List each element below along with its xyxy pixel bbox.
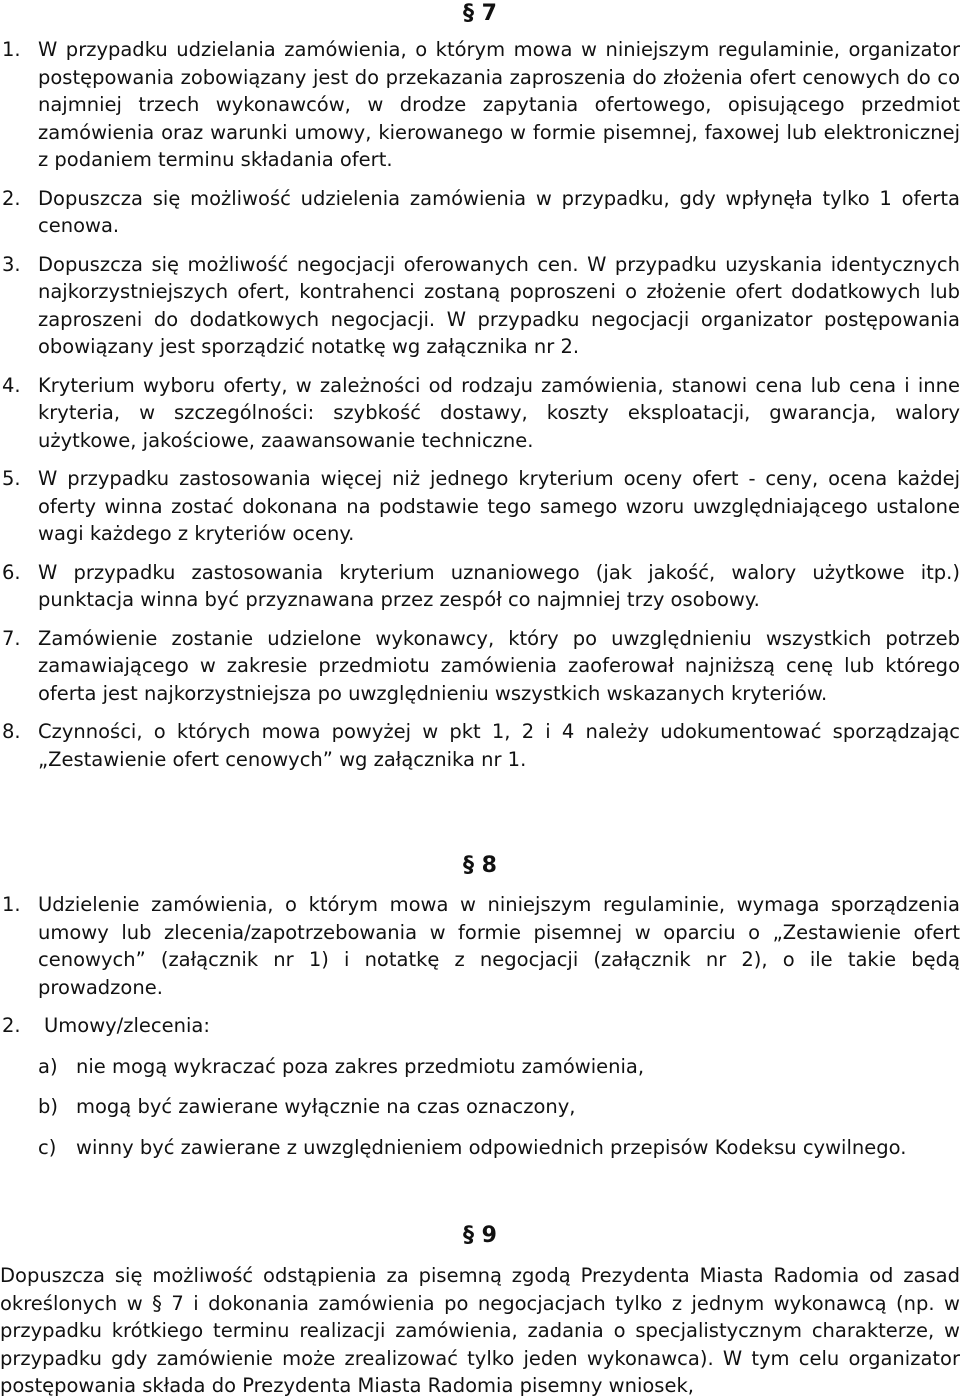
item-number: 3. (2, 252, 21, 276)
section-8-item-1 (0, 891, 960, 1001)
subitem-text: mogą być zawierane wyłącznie na czas oznaczony, (76, 1095, 576, 1118)
item-number: 4. (2, 373, 21, 397)
section-8-subitem-b (0, 1093, 960, 1121)
item-text: W przypadku zastosowania kryterium uznaniowego (jak jakość, walory użytkowe itp.) punktacja winna być przyznawana przez zespół co najmniej trzy osobowy. (38, 560, 960, 611)
section-7-list (0, 36, 960, 784)
section-8-subitem-a (0, 1053, 960, 1081)
item-number: 5. (2, 467, 21, 490)
section-8-heading: § 8 (463, 853, 497, 878)
item-text: Zamówienie zostanie udzielone wykonawcy, który po uwzględnieniu wszystkich potrzeb zamawiającego w zakresie przedmiotu zamówienia zaoferował najniższą cenę lub którego oferta jest najkorzystniejsza po uwzględnieniu wszystkich wskazanych kryteriów. (38, 626, 960, 705)
subitem-text: nie mogą wykraczać poza zakres przedmiotu zamówienia, (76, 1054, 645, 1078)
section-8-item-2 (0, 1012, 960, 1040)
item-number: 7. (2, 626, 21, 650)
section-9-heading: § 9 (463, 1223, 497, 1248)
section-7-item-6 (0, 559, 960, 614)
section-7-item-4 (0, 372, 960, 455)
item-text: Dopuszcza się możliwość negocjacji oferowanych cen. W przypadku uzyskania identycznych najkorzystniejszych ofert, kontrahenci zostaną poproszeni o złożenie ofert dodatkowych lub zaproszeni do dodatkowych negocjacji. W przypadku negocjacji organizator postępowania obowiązany jest sporządzić notatkę wg załącznika nr 2. (38, 252, 960, 358)
subitem-letter: c) (38, 1135, 57, 1159)
item-text: Kryterium wyboru oferty, w zależności od rodzaju zamówienia, stanowi cena lub cena i inne kryteria, w szczególności: szybkość dostawy, koszty eksploatacji, gwarancja, walory użytkowe, jakościowe, zaawansowanie techniczne. (38, 373, 960, 452)
item-number: 2. (2, 1014, 21, 1037)
section-7-item-1 (0, 36, 960, 174)
section-8-subitem-c (0, 1134, 960, 1162)
section-8-list (0, 891, 960, 1161)
section-7-item-7 (0, 625, 960, 708)
section-7-heading: § 7 (463, 1, 497, 26)
section-9-paragraph: Dopuszcza się możliwość odstąpienia za pisemną zgodą Prezydenta Miasta Radomia od zasad określonych w § 7 i dokonania zamówienia po negocjacjach tylko z jednym wykonawcą (np. w przypadku krótkiego terminu realizacji zamówienia, zadania o specjalistycznym charakterze, w przypadku gdy zamówienie może zrealizować tylko jeden wykonawca). W tym celu organizator postępowania składa do Prezydenta Miasta Radomia pisemny wniosek, (0, 1264, 960, 1397)
item-text: W przypadku zastosowania więcej niż jednego kryterium oceny ofert - ceny, ocena każdej oferty winna zostać dokonana na podstawie tego samego wzoru uwzględniającego ustalone wagi każdego z kryteriów oceny. (38, 467, 960, 545)
item-number: 6. (2, 560, 21, 584)
section-7-item-3 (0, 251, 960, 361)
section-7-item-8 (0, 718, 960, 773)
item-number: 1. (2, 893, 21, 916)
item-number: 1. (2, 38, 21, 61)
item-text: Czynności, o których mowa powyżej w pkt 1, 2 i 4 należy udokumentować sporządzając „Zestawienie ofert cenowych” wg załącznika nr 1. (38, 720, 960, 771)
subitem-letter: b) (38, 1095, 58, 1118)
subitem-text: winny być zawierane z uwzględnieniem odpowiednich przepisów Kodeksu cywilnego. (76, 1135, 907, 1159)
item-text: Dopuszcza się możliwość udzielenia zamówienia w przypadku, gdy wpłynęła tylko 1 oferta cenowa. (38, 186, 960, 237)
item-number: 2. (2, 186, 21, 210)
item-text: W przypadku udzielania zamówienia, o którym mowa w niniejszym regulaminie, organizator postępowania zobowiązany jest do przekazania zaproszenia do złożenia ofert cenowych do co najmniej trzech wykonawców, w drodze zapytania ofertowego, opisującego przedmiot zamówienia oraz warunki umowy, kierowanego w formie pisemnej, faxowej lub elektronicznej z podaniem terminu składania ofert. (38, 38, 960, 171)
item-text: Umowy/zlecenia: (44, 1014, 210, 1037)
section-7-item-2 (0, 185, 960, 240)
item-text: Udzielenie zamówienia, o którym mowa w niniejszym regulaminie, wymaga sporządzenia umowy lub zlecenia/zapotrzebowania w formie pisemnej w oparciu o „Zestawienie ofert cenowych” (załącznik nr 1) i notatkę z negocjacji (załącznik nr 2), o ile takie będą prowadzone. (38, 893, 960, 999)
subitem-letter: a) (38, 1054, 58, 1078)
section-7-item-5 (0, 465, 960, 548)
item-number: 8. (2, 720, 21, 743)
